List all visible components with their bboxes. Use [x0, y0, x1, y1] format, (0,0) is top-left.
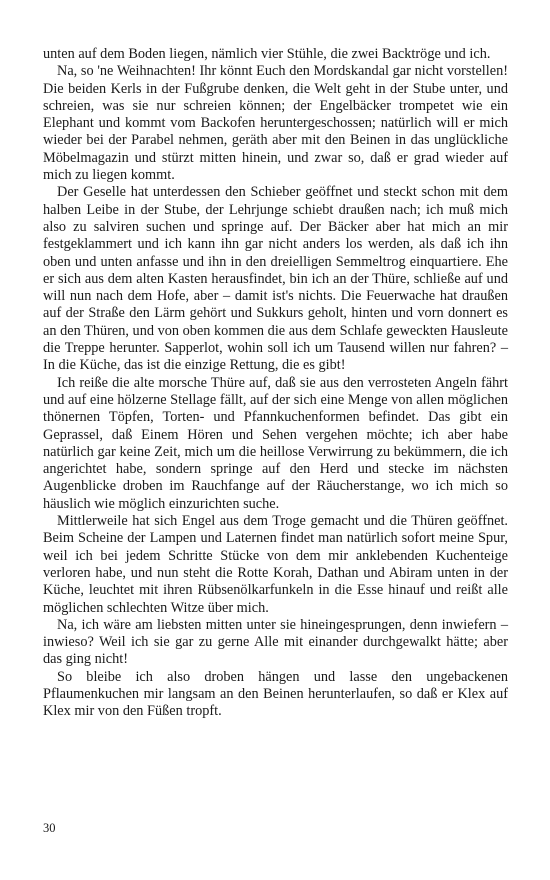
paragraph-6: Na, ich wäre am liebsten mitten unter sie hineingesprungen, denn inwiefern – inwieso? Weil ich sie gar zu gerne Alle mit einander durchgewalkt hätte; aber das ging nicht! [43, 616, 508, 668]
paragraph-1: unten auf dem Boden liegen, nämlich vier Stühle, die zwei Backtröge und ich. [43, 46, 491, 62]
paragraph-3: Der Geselle hat unterdessen den Schieber geöffnet und steckt schon mit dem halben Leibe in der Stube, der Lehrjunge schiebt draußen nach; ich muß mich also zu salviren suchen und springe auf. Der Bäcker aber hat mich an mir festgeklammert und ich kann ihn gar nicht anders los werden, als daß ich ihn oben und unten anfasse und ihn in den dreielligen Semmeltrog einquartiere. Ehe er sich aus dem alten Kasten herausfindet, bin ich an der Thüre, schließe auf und will nun nach dem Hofe, aber – damit ist's nichts. Die Feuerwache hat draußen auf der Straße den Lärm gehört und Sukkurs geholt, hinten und vorn donnert es an den Thüren, und von oben kommen die aus dem Schlafe geweckten Hausleute die Treppe herunter. Sapperlot, wohin soll ich um Tausend willen nur fahren? – In die Küche, das ist die einzige Rettung, die es gibt! [43, 184, 508, 374]
paragraph-7: So bleibe ich also droben hängen und lasse den ungebackenen Pflaumenkuchen mir langsam an den Beinen herunterlaufen, so daß er Klex auf Klex mir von den Füßen tropft. [43, 668, 508, 720]
paragraph-4: Ich reiße die alte morsche Thüre auf, daß sie aus den verrosteten Angeln fährt und auf eine hölzerne Stellage fällt, auf der sich eine Menge von allen möglichen thönernen Töpfen, Torten- und Pfannkuchenformen befindet. Das gibt ein Geprassel, daß Einem Hören und Sehen vergehen möchte; ich aber habe natürlich gar keine Zeit, mich um die heillose Verwirrung zu bekümmern, die ich angerichtet habe, sondern springe auf den Herd und stecke im nächsten Augenblicke droben im Rauchfange auf der Räucherstange, wo ich mich so häuslich wie möglich einzurichten suche. [43, 374, 508, 512]
page-number: 30 [43, 821, 56, 835]
paragraph-2: Na, so 'ne Weihnachten! Ihr könnt Euch den Mordskandal gar nicht vorstellen! Die beiden Kerls in der Fußgrube denken, die Welt geht in der Stube unter, und schreien, was sie nur schreien können; der Engelbäcker trompetet wie ein Elephant und kommt vom Backofen heruntergeschossen; natürlich will er mich wieder bei der Parabel nehmen, geräth aber mit den Beinen in das unglückliche Möbelmagazin und stürzt mitten hinein, und zwar so, daß er grad wieder auf mich zu liegen kommt. [43, 63, 508, 184]
paragraph-5: Mittlerweile hat sich Engel aus dem Troge gemacht und die Thüren geöffnet. Beim Scheine der Lampen und Laternen findet man natürlich sofort meine Spur, weil ich bei jedem Schritte Stücke von dem mir anklebenden Kuchenteige verloren habe, und nun steht die Rotte Korah, Dathan und Abiram unten in der Küche, leuchtet mit ihren Rübsenölkarfunkeln in die Esse hinauf und reißt alle möglichen schlechten Witze über mich. [43, 513, 508, 616]
page-body [43, 46, 508, 721]
